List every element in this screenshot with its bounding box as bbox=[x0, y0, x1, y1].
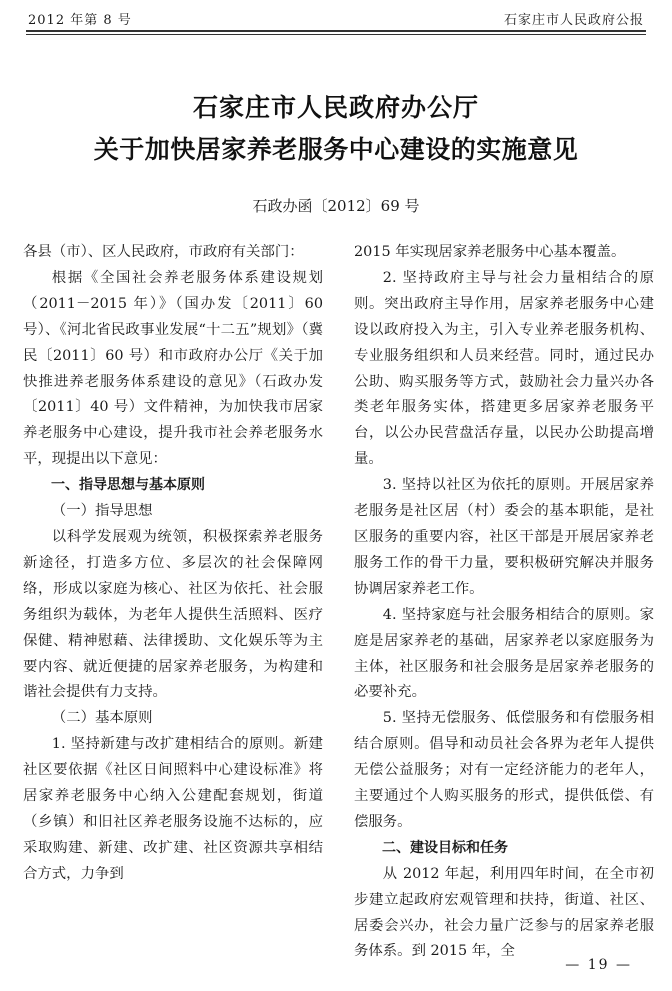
document-title-line2: 关于加快居家养老服务中心建设的实施意见 bbox=[93, 135, 579, 164]
page-header bbox=[26, 0, 646, 36]
body-paragraph: 2. 坚持政府主导与社会力量相结合的原则。突出政府主导作用，居家养老服务中心建设以政府投入为主，引入专业养老服务机构、专业服务组织和人员来经营。同时，通过民办公助、购买服务等方式，鼓励社会力量兴办各类老年服务实体，搭建更多居家养老服务平台，以公办民营盘活存量，以民办公助提高增量。 bbox=[354, 269, 654, 468]
issue-label: 2012 年第 8 号 bbox=[28, 13, 132, 28]
body-paragraph: 以科学发展观为统领，积极探索养老服务新途径，打造多方位、多层次的社会保障网络，形成以家庭为核心、社区为依托、社会服务组织为载体，为老年人提供生活照料、医疗保健、精神慰藉、法律援助、文化娱乐等为主要内容、就近便捷的居家养老服务，为构建和谐社会提供有力支持。 bbox=[23, 528, 323, 701]
salutation: 各县（市）、区人民政府，市政府有关部门： bbox=[23, 244, 304, 260]
section-heading: 二、建设目标和任务 bbox=[382, 839, 508, 856]
left-column bbox=[23, 240, 323, 888]
section-heading: 一、指导思想与基本原则 bbox=[51, 477, 205, 494]
body-paragraph: 5. 坚持无偿服务、低偿服务和有偿服务相结合原则。倡导和动员社会各界为老年人提供无偿公益服务；对有一定经济能力的老年人，主要通过个人购买服务的形式，提供低偿、有偿服务。 bbox=[354, 710, 654, 830]
header-rule-thick bbox=[26, 30, 646, 32]
document-title-line1: 石家庄市人民政府办公厅 bbox=[192, 93, 479, 122]
document-number: 石政办函〔2012〕69 号 bbox=[252, 197, 420, 215]
page-number: — 19 — bbox=[565, 957, 632, 973]
body-paragraph: 从 2012 年起，利用四年时间，在全市初步建立起政府宏观管理和扶持，街道、社区、居委会兴办，社会力量广泛参与的居家养老服务体系。到 2015 年，全 bbox=[354, 865, 654, 960]
body-paragraph: 4. 坚持家庭与社会服务相结合的原则。家庭是居家养老的基础，居家养老以家庭服务为主体，社区服务和社会服务是居家养老服务的必要补充。 bbox=[354, 606, 654, 701]
subsection-heading: （一）指导思想 bbox=[51, 503, 153, 520]
body-paragraph: 根据《全国社会养老服务体系建设规划（2011－2015 年）》（国办发〔2011〕60 号）、《河北省民政事业发展“十二五”规划》（冀民〔2011〕60 号）和市政府办公厅《关于加快推进养老服务体系建设的意见》（石政办发〔2011〕40 号）文件精神，为加快我市居家养老服务中心建设，提升我市社会养老服务水平，现提出以下意见： bbox=[23, 269, 323, 468]
right-column bbox=[354, 240, 654, 965]
body-paragraph: 3. 坚持以社区为依托的原则。开展居家养老服务是社区居（村）委会的基本职能，是社区服务的重要内容，社区干部是开展居家养老服务工作的骨干力量，要积极研究解决并服务协调居家养老工作。 bbox=[354, 477, 654, 597]
header-rule-thin bbox=[26, 34, 646, 35]
body-paragraph-continued: 2015 年实现居家养老服务中心基本覆盖。 bbox=[354, 244, 626, 260]
publication-name: 石家庄市人民政府公报 bbox=[503, 13, 644, 28]
body-paragraph: 1. 坚持新建与改扩建相结合的原则。新建社区要依据《社区日间照料中心建设标准》将居家养老服务中心纳入公建配套规划，街道（乡镇）和旧社区养老服务设施不达标的，应采取购建、新建、改扩建、社区资源共享相结合方式，力争到 bbox=[23, 736, 323, 882]
subsection-heading: （二）基本原则 bbox=[51, 710, 153, 727]
